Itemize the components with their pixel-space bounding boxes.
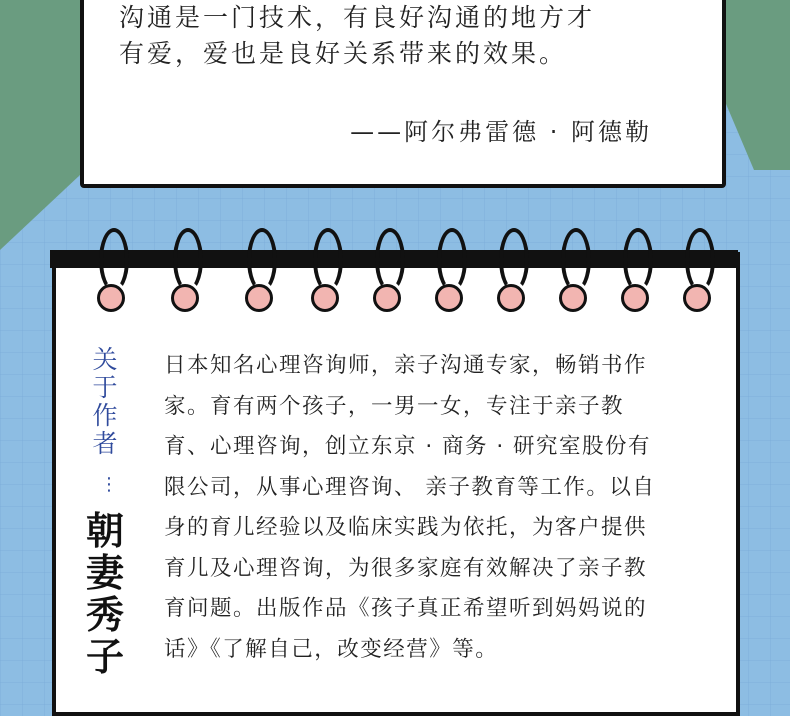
bio-line: 育儿及心理咨询，为很多家庭有效解决了亲子教 [164,555,648,581]
ring-loop [313,228,343,292]
binder-ring [497,228,527,310]
binder-ring [171,228,201,310]
ring-loop [99,228,129,292]
label-char: 者 [92,429,118,458]
name-char: 秀 [85,592,124,637]
ring-loop [247,228,277,292]
vertical-dots: ⋮ [100,474,118,495]
binder-ring [245,228,275,310]
ring-hole [497,284,525,312]
label-char: 于 [92,373,118,402]
binder-ring [373,228,403,310]
ring-hole [245,284,273,312]
binder-ring [683,228,713,310]
about-author-label [87,346,123,458]
quote-line-2: 有爱，爱也是良好关系带来的效果。 [119,39,568,68]
binder-ring [621,228,651,310]
author-bio [164,346,714,670]
ring-loop [623,228,653,292]
bio-line: 限公司，从事心理咨询、 亲子教育等工作。以自 [164,474,656,500]
ring-loop [375,228,405,292]
name-char: 妻 [85,550,124,595]
ring-loop [173,228,203,292]
green-corner-left [0,0,80,250]
ring-loop [437,228,467,292]
ring-hole [621,284,649,312]
ring-hole [435,284,463,312]
bio-line: 日本知名心理咨询师，亲子沟通专家，畅销书作 [164,353,648,378]
ring-hole [171,284,199,312]
bio-line: 家。育有两个孩子，一男一女，专注于亲子教 [164,393,625,419]
name-char: 朝 [85,508,124,553]
quote-author: ——阿尔弗雷德 · 阿德勒 [350,118,652,146]
bio-line: 育、心理咨询，创立东京 · 商务 · 研究室股份有 [164,434,652,459]
ring-loop [499,228,529,292]
binder-ring [559,228,589,310]
label-char: 关 [92,345,118,374]
bio-line: 育问题。出版作品《孩子真正希望听到妈妈说的 [164,596,648,621]
ring-loop [561,228,591,292]
ring-hole [683,284,711,312]
quote-card [80,0,726,188]
binder-ring [97,228,127,310]
binder-ring [311,228,341,310]
ring-hole [373,284,401,312]
ring-hole [559,284,587,312]
binder-ring [435,228,465,310]
bio-line: 话》《了解自己，改变经营》等。 [164,636,499,662]
ring-hole [97,284,125,312]
ring-loop [685,228,715,292]
ring-hole [311,284,339,312]
label-char: 作 [92,401,118,430]
name-char: 子 [85,634,124,679]
author-name [83,510,127,678]
quote-line-1: 沟通是一门技术，有良好沟通的地方才 [119,3,596,32]
bio-line: 身的育儿经验以及临床实践为依托，为客户提供 [164,515,648,540]
